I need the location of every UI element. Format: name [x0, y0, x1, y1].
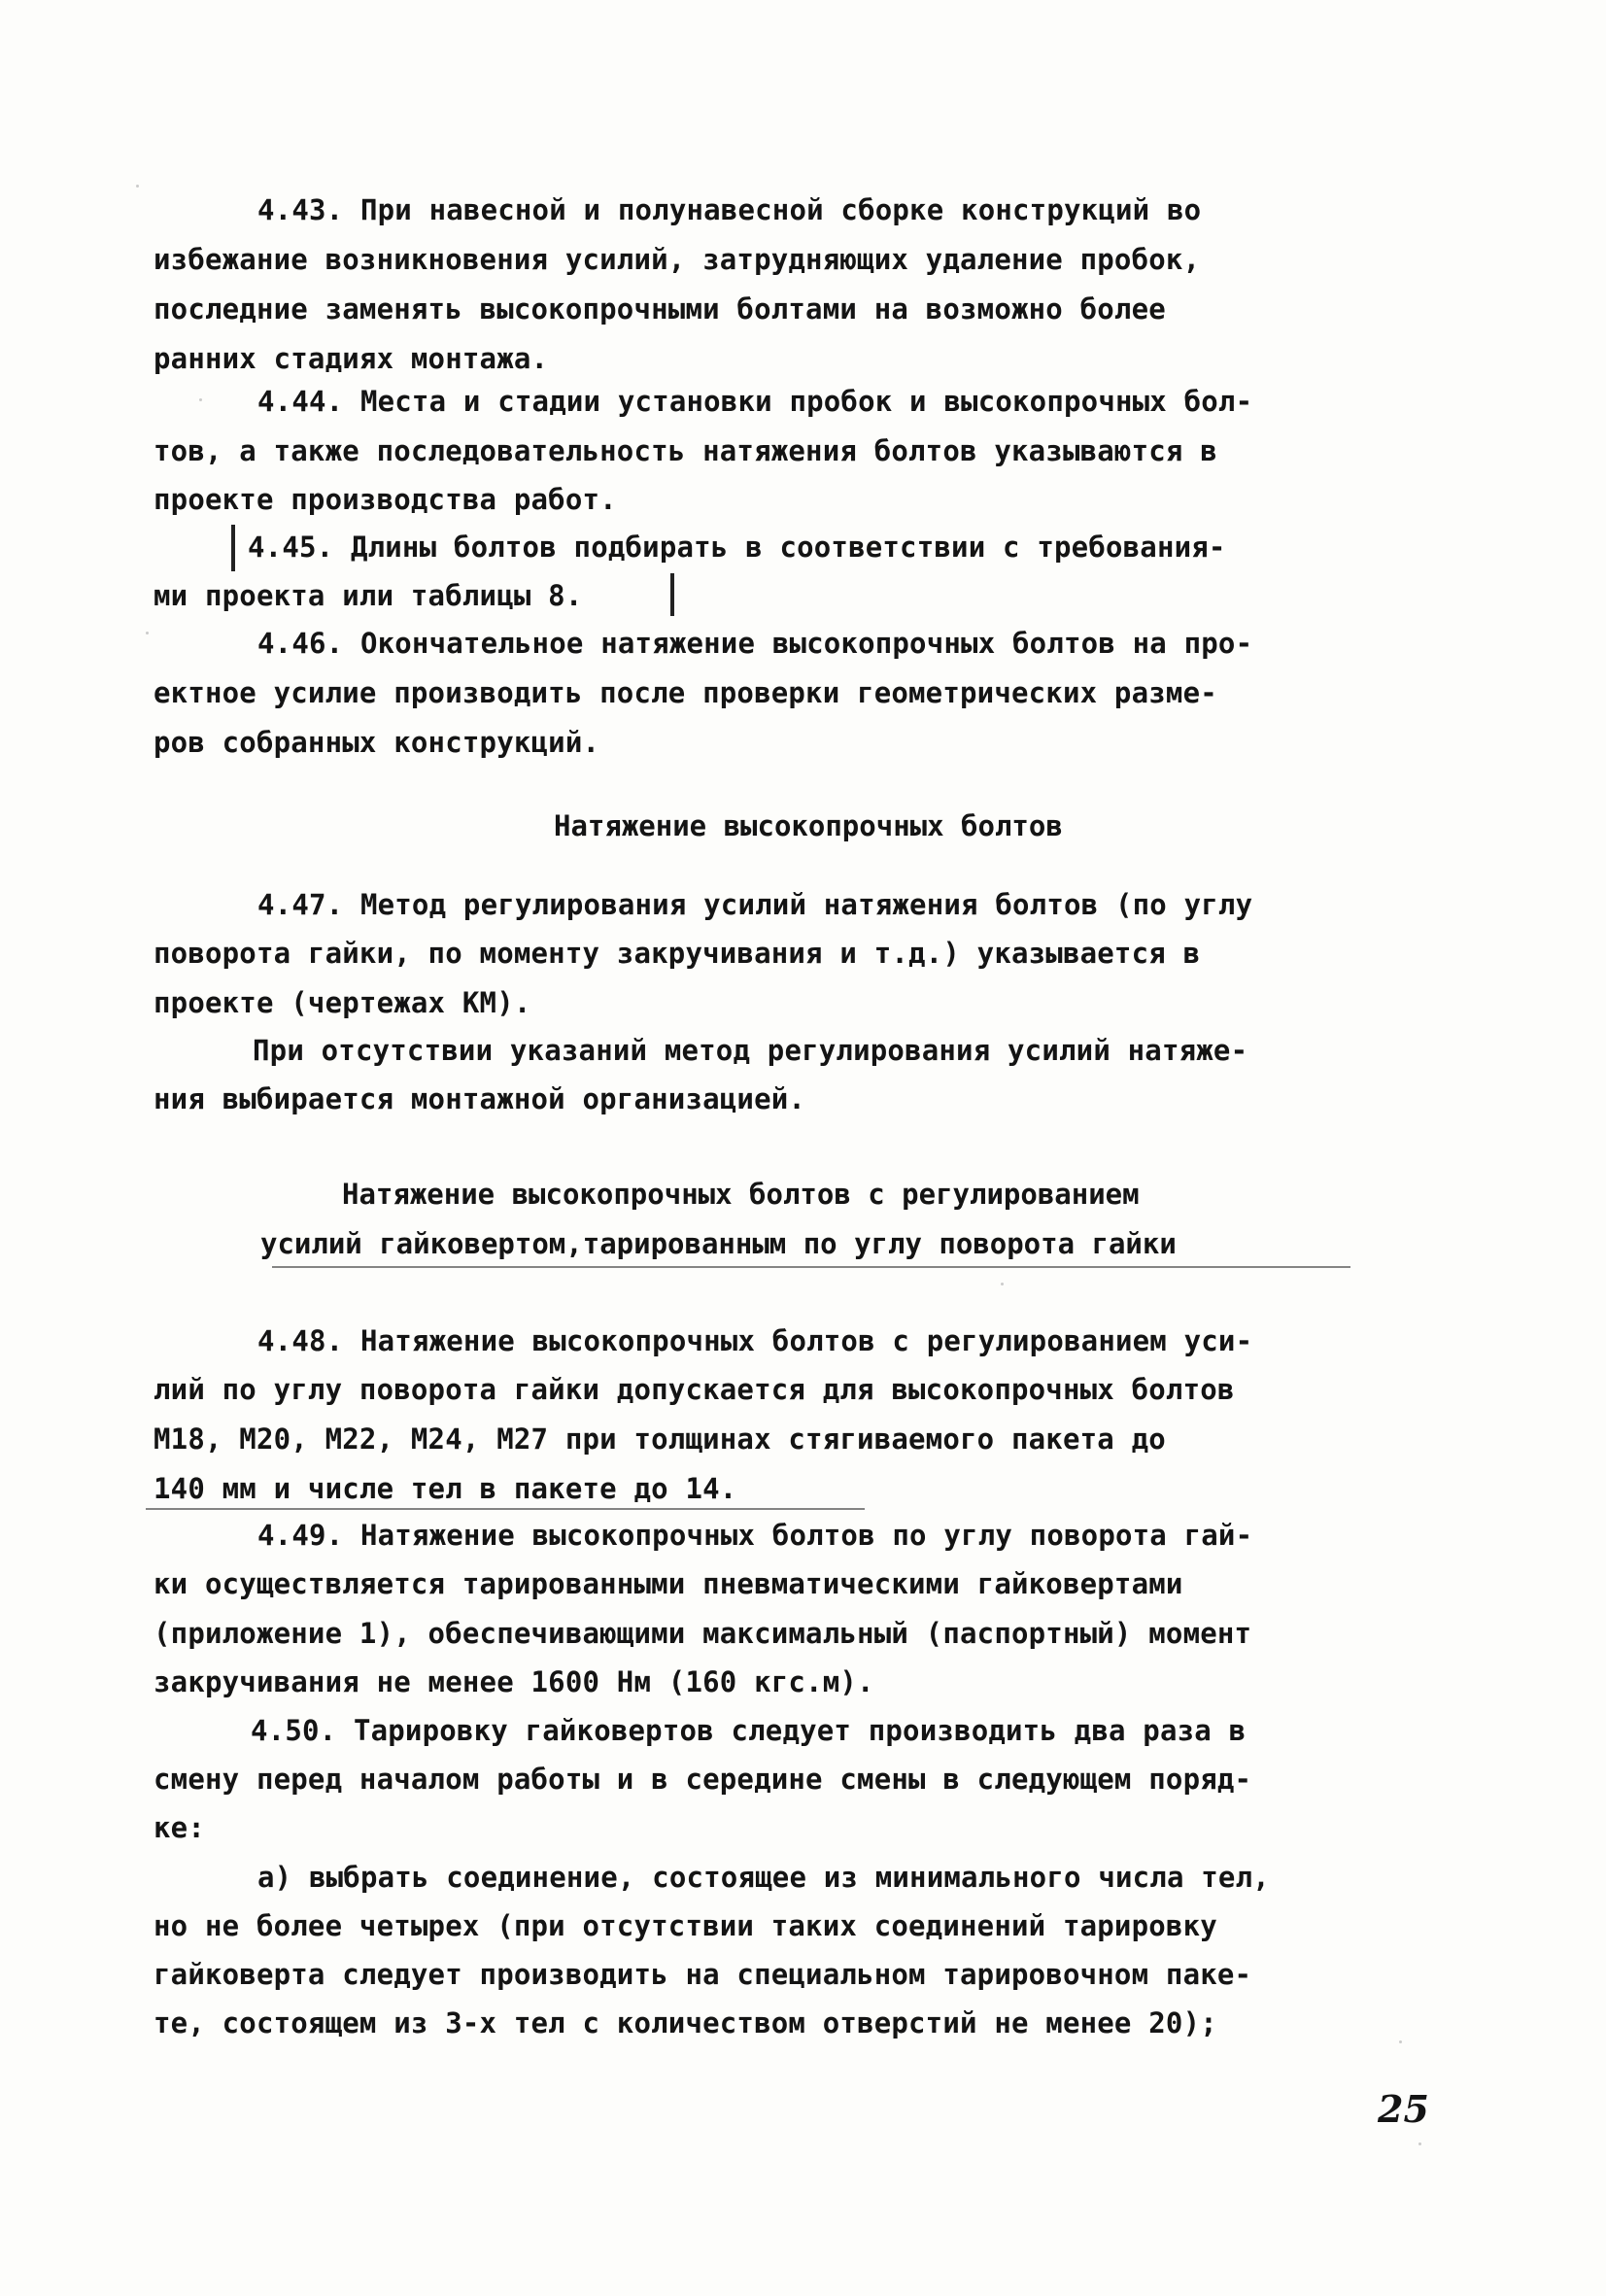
scan-speck	[136, 185, 139, 188]
text-line: последние заменять высокопрочными болтами на возможно более	[154, 292, 1166, 326]
text-line: ектное усилие производить после проверки геометрических разме-	[154, 676, 1217, 709]
scan-speck	[146, 632, 149, 634]
text-line: проекте производства работ.	[154, 483, 617, 516]
text-line: 4.44. Места и стадии установки пробок и высокопрочных бол-	[257, 385, 1253, 418]
text-line: закручивания не менее 1600 Нм (160 кгс.м).	[154, 1665, 874, 1698]
margin-bracket	[231, 525, 235, 571]
scan-speck	[199, 398, 202, 401]
text-line: (приложение 1), обеспечивающими максимальный (паспортный) момент	[154, 1617, 1252, 1650]
heading-underline	[272, 1266, 1350, 1268]
section-heading: Натяжение высокопрочных болтов с регулированием	[342, 1178, 1140, 1211]
pencil-underline	[146, 1508, 865, 1510]
text-line: 140 мм и числе тел в пакете до 14.	[154, 1472, 737, 1505]
scan-speck	[1418, 2142, 1421, 2145]
text-line: При отсутствии указаний метод регулирования усилий натяже-	[253, 1034, 1248, 1067]
text-line: а) выбрать соединение, состоящее из минимального числа тел,	[257, 1861, 1270, 1894]
text-line: ния выбирается монтажной организацией.	[154, 1082, 806, 1115]
scan-speck	[1399, 2040, 1402, 2043]
page-number: 25	[1378, 2087, 1429, 2131]
text-line: 4.45. Длины болтов подбирать в соответствии с требования-	[248, 531, 1226, 564]
text-line: 4.48. Натяжение высокопрочных болтов с регулированием уси-	[257, 1324, 1253, 1357]
scan-speck	[1001, 1283, 1004, 1285]
text-line: ки осуществляется тарированными пневматическими гайковертами	[154, 1567, 1183, 1600]
text-line: ми проекта или таблицы 8.	[154, 579, 583, 612]
text-line: ров собранных конструкций.	[154, 726, 600, 759]
margin-bracket	[670, 573, 674, 616]
text-line: проекте (чертежах КМ).	[154, 986, 531, 1019]
text-line: ранних стадиях монтажа.	[154, 342, 549, 375]
text-line: 4.43. При навесной и полунавесной сборке конструкций во	[257, 193, 1202, 226]
text-line: М18, М20, М22, М24, М27 при толщинах стягиваемого пакета до	[154, 1422, 1166, 1456]
text-line: но не более четырех (при отсутствии таких соединений тарировку	[154, 1909, 1217, 1942]
text-line: 4.47. Метод регулирования усилий натяжения болтов (по углу	[257, 888, 1253, 921]
section-heading: Натяжение высокопрочных болтов	[554, 809, 1063, 842]
text-line: лий по углу поворота гайки допускается для высокопрочных болтов	[154, 1373, 1235, 1406]
text-line: избежание возникновения усилий, затрудняющих удаление пробок,	[154, 243, 1201, 276]
text-line: смену перед началом работы и в середине смены в следующем поряд-	[154, 1763, 1252, 1796]
text-line: ке:	[154, 1811, 205, 1844]
section-heading: усилий гайковертом,тарированным по углу поворота гайки	[260, 1227, 1177, 1260]
text-line: тов, а также последовательность натяжения болтов указываются в	[154, 434, 1217, 467]
text-line: 4.49. Натяжение высокопрочных болтов по углу поворота гай-	[257, 1519, 1253, 1552]
text-line: 4.46. Окончательное натяжение высокопрочных болтов на про-	[257, 627, 1253, 660]
text-line: гайковерта следует производить на специальном тарировочном паке-	[154, 1958, 1252, 1991]
text-line: те, состоящем из 3-х тел с количеством отверстий не менее 20);	[154, 2006, 1217, 2039]
text-line: поворота гайки, по моменту закручивания и т.д.) указывается в	[154, 937, 1201, 970]
text-line: 4.50. Тарировку гайковертов следует производить два раза в	[251, 1714, 1247, 1747]
